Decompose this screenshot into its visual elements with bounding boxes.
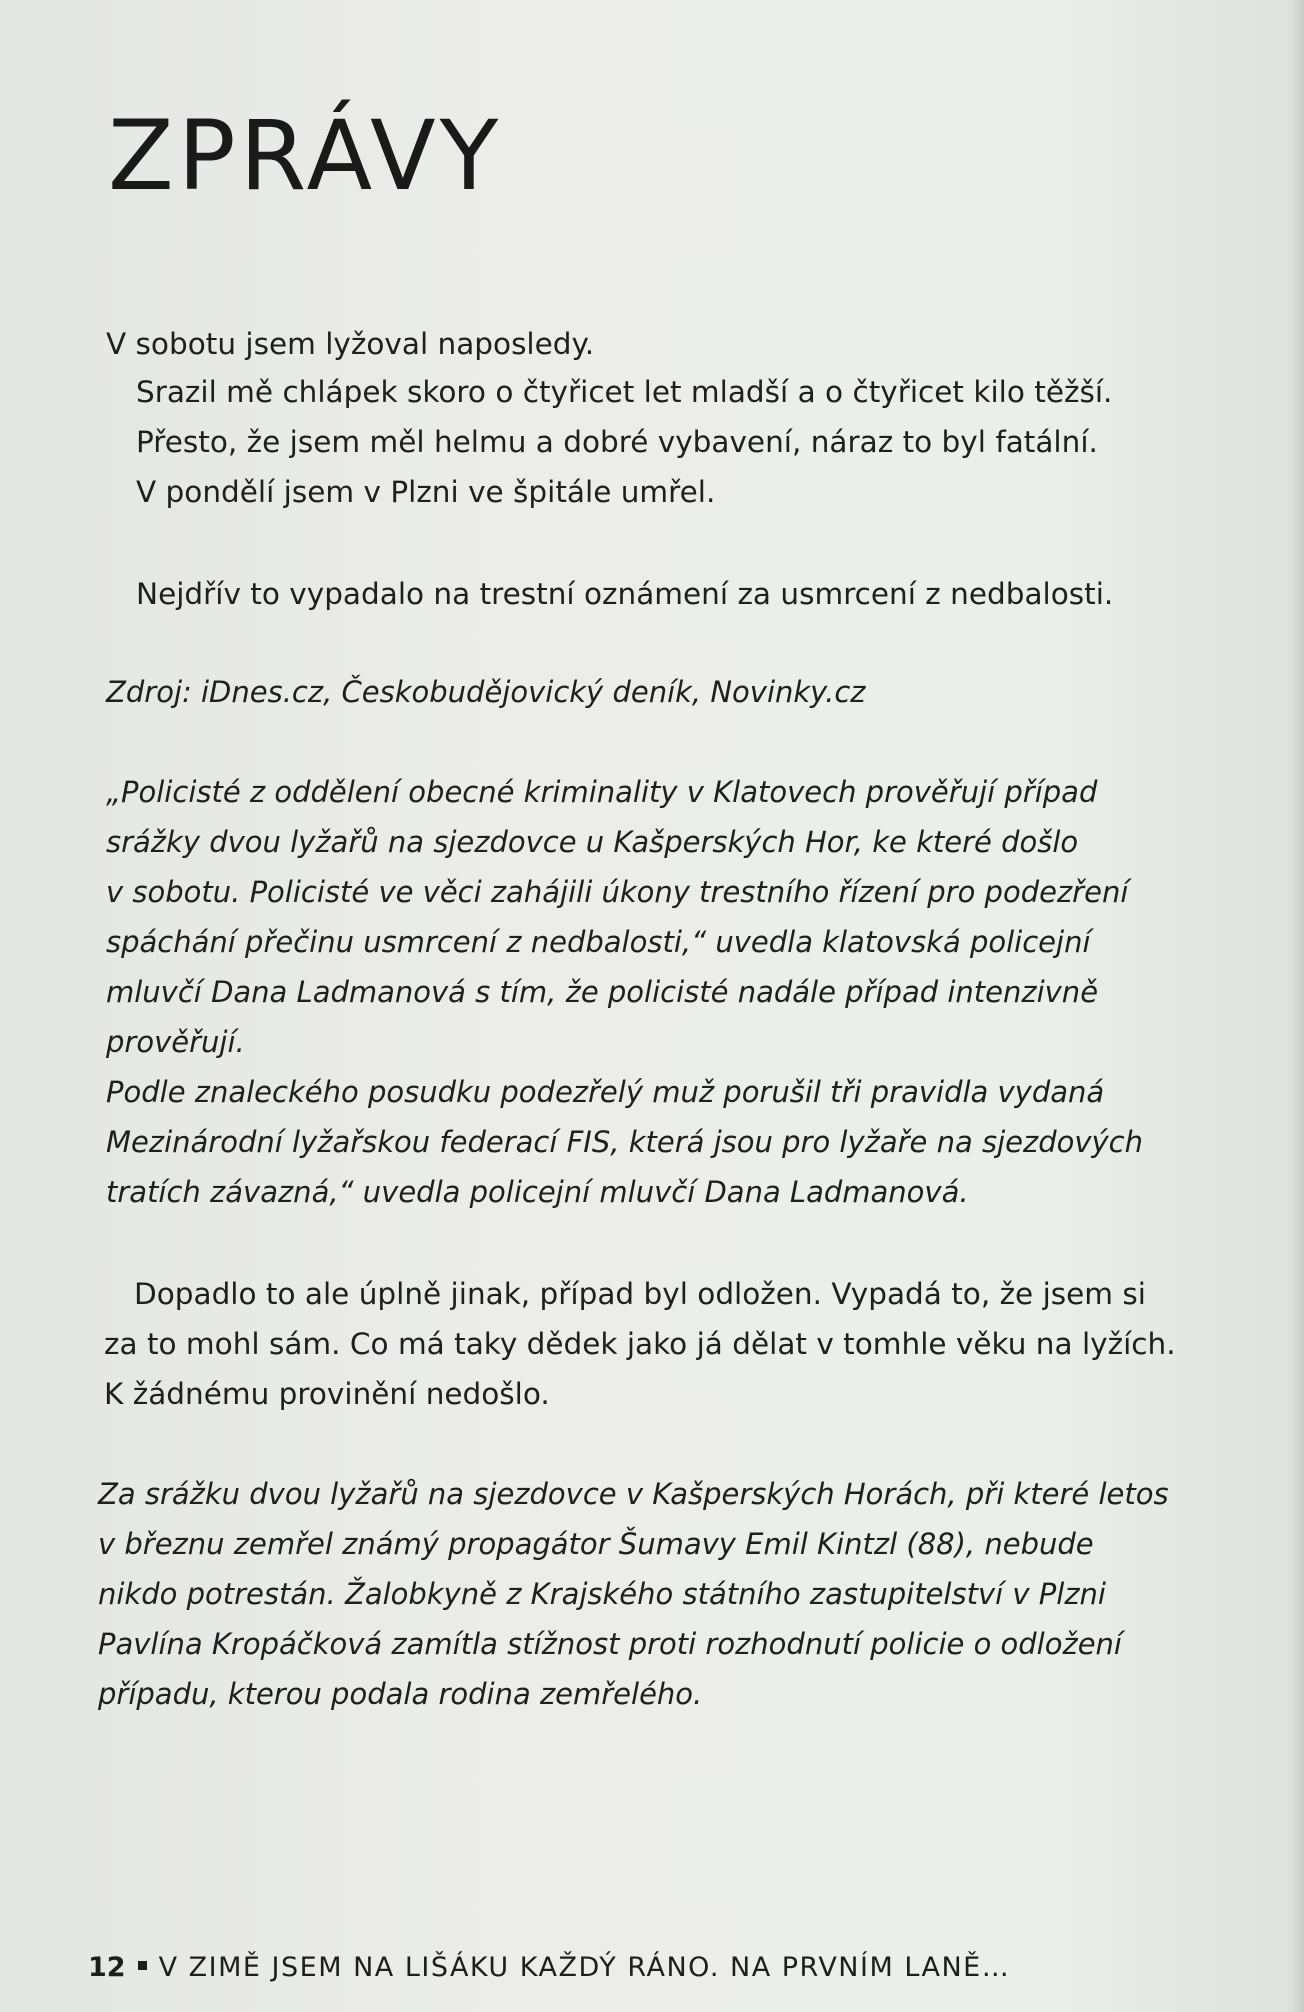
quote2-line-1: Za srážku dvou lyžařů na sjezdovce v Kašperských Horách, při které letos	[98, 1477, 1169, 1511]
square-bullet-icon	[138, 1961, 147, 1970]
quote1-line-6: prověřují.	[106, 1025, 245, 1059]
quote1-line-3: v sobotu. Policisté ve věci zahájili úkony trestního řízení pro podezření	[106, 875, 1129, 909]
para3-line-1: Dopadlo to ale úplně jinak, případ byl odložen. Vypadá to, že jsem si	[134, 1277, 1146, 1311]
quote1-line-8: Mezinárodní lyžařskou federací FIS, která jsou pro lyžaře na sjezdových	[106, 1125, 1144, 1159]
page-number: 12	[88, 1952, 126, 1983]
para1-line-2: Srazil mě chlápek skoro o čtyřicet let mladší a o čtyřicet kilo těžší.	[136, 375, 1113, 409]
quote2-line-5: případu, kterou podala rodina zemřelého.	[98, 1677, 703, 1711]
page-edge-shadow	[1290, 0, 1304, 2012]
source-line: Zdroj: iDnes.cz, Českobudějovický deník, Novinky.cz	[106, 675, 866, 709]
quote2-line-2: v březnu zemřel známý propagátor Šumavy Emil Kintzl (88), nebude	[98, 1527, 1094, 1561]
para1-line-1: V sobotu jsem lyžoval naposledy.	[106, 327, 595, 361]
quote1-line-9: tratích závazná,“ uvedla policejní mluvčí Dana Ladmanová.	[106, 1175, 969, 1209]
page-title: ZPRÁVY	[108, 100, 503, 212]
page-footer	[88, 1954, 1010, 1981]
quote2-line-3: nikdo potrestán. Žalobkyně z Krajského státního zastupitelství v Plzni	[98, 1577, 1106, 1611]
para2-line: Nejdřív to vypadalo na trestní oznámení za usmrcení z nedbalosti.	[136, 577, 1114, 611]
running-title: V ZIMĚ JSEM NA LIŠÁKU KAŽDÝ RÁNO. NA PRVNÍM LANĚ…	[158, 1952, 1011, 1983]
quote2-line-4: Pavlína Kropáčková zamítla stížnost proti rozhodnutí policie o odložení	[98, 1627, 1122, 1661]
para3-line-3: K žádnému provinění nedošlo.	[104, 1377, 550, 1411]
quote1-line-4: spáchání přečinu usmrcení z nedbalosti,“ uvedla klatovská policejní	[106, 925, 1091, 959]
para1-line-4: V pondělí jsem v Plzni ve špitále umřel.	[136, 475, 716, 509]
para1-line-3: Přesto, že jsem měl helmu a dobré vybavení, náraz to byl fatální.	[136, 425, 1098, 459]
quote1-line-1: „Policisté z oddělení obecné kriminality v Klatovech prověřují případ	[106, 775, 1098, 809]
quote1-line-7: Podle znaleckého posudku podezřelý muž porušil tři pravidla vydaná	[106, 1075, 1105, 1109]
quote1-line-2: srážky dvou lyžařů na sjezdovce u Kašperských Hor, ke které došlo	[106, 825, 1079, 859]
quote1-line-5: mluvčí Dana Ladmanová s tím, že policisté nadále případ intenzivně	[106, 975, 1099, 1009]
para3-line-2: za to mohl sám. Co má taky dědek jako já dělat v tomhle věku na lyžích.	[104, 1327, 1176, 1361]
